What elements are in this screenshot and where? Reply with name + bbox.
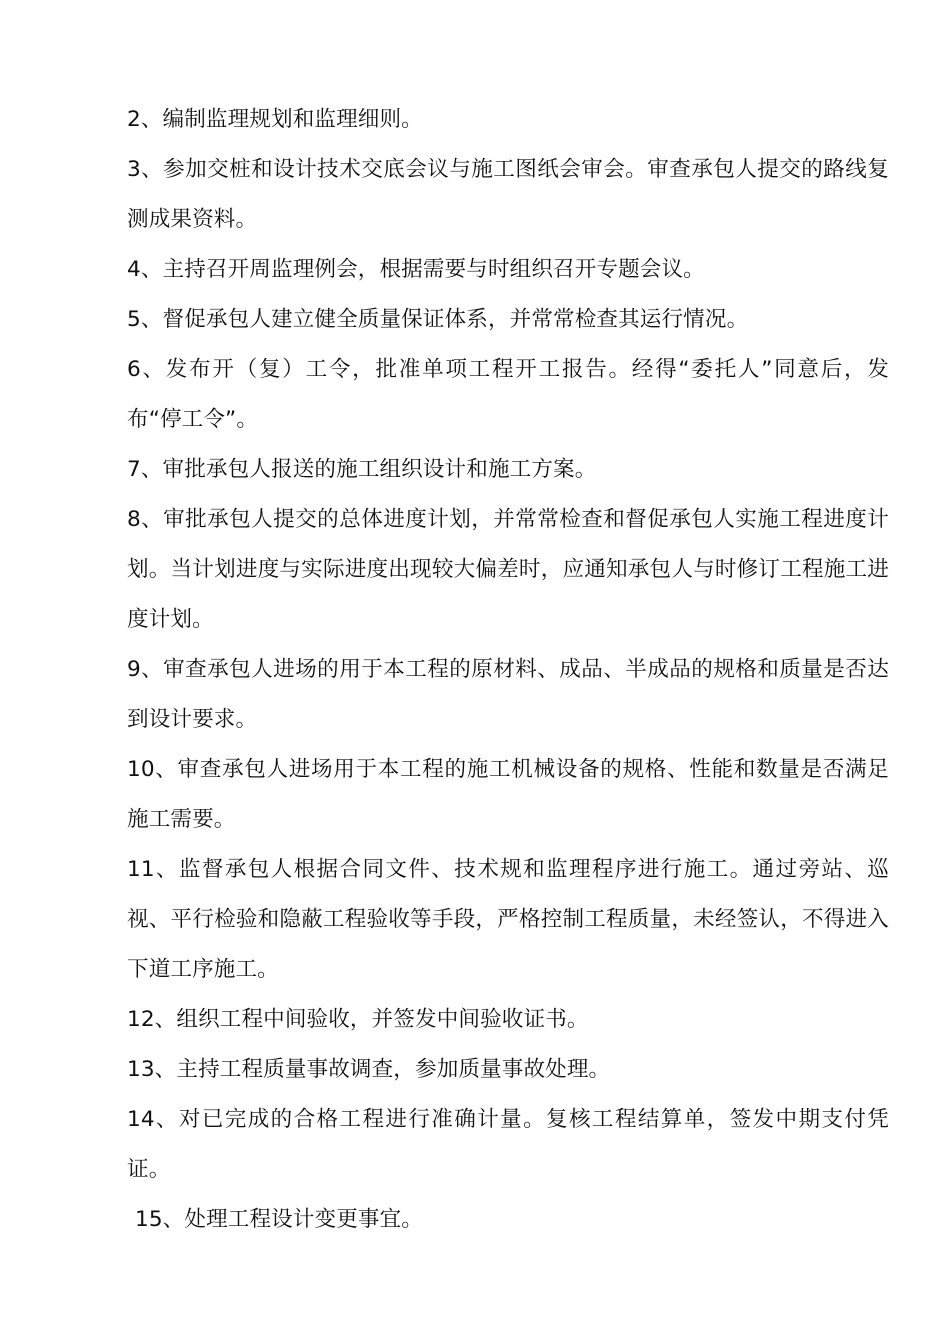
list-item: 2、编制监理规划和监理细则。	[127, 107, 423, 132]
list-item: 15、处理工程设计变更事宜。	[135, 1207, 424, 1232]
list-item: 14、对已完成的合格工程进行准确计量。复核工程结算单，签发中期支付凭证。	[127, 1107, 889, 1182]
list-item: 5、督促承包人建立健全质量保证体系，并常常检查其运行情况。	[127, 307, 749, 332]
list-item: 6、发布开（复）工令，批准单项工程开工报告。经得“委托人”同意后，发布“停工令”。	[127, 357, 889, 432]
list-item: 11、监督承包人根据合同文件、技术规和监理程序进行施工。通过旁站、巡视、平行检验和隐蔽工程验收等手段，严格控制工程质量，未经签认，不得进入下道工序施工。	[127, 857, 889, 982]
duty-list	[127, 95, 889, 1245]
list-item: 7、审批承包人报送的施工组织设计和施工方案。	[127, 457, 597, 482]
list-item: 12、组织工程中间验收，并签发中间验收证书。	[127, 1007, 589, 1032]
list-item: 9、审查承包人进场的用于本工程的原材料、成品、半成品的规格和质量是否达到设计要求。	[127, 657, 889, 732]
list-item: 4、主持召开周监理例会，根据需要与时组织召开专题会议。	[127, 257, 705, 282]
list-item: 10、审查承包人进场用于本工程的施工机械设备的规格、性能和数量是否满足施工需要。	[127, 757, 889, 832]
list-item: 8、审批承包人提交的总体进度计划，并常常检查和督促承包人实施工程进度计划。当计划进度与实际进度出现较大偏差时，应通知承包人与时修订工程施工进度计划。	[127, 507, 889, 632]
list-item: 13、主持工程质量事故调查，参加质量事故处理。	[127, 1057, 611, 1082]
list-item: 3、参加交桩和设计技术交底会议与施工图纸会审会。审查承包人提交的路线复测成果资料。	[127, 157, 889, 232]
